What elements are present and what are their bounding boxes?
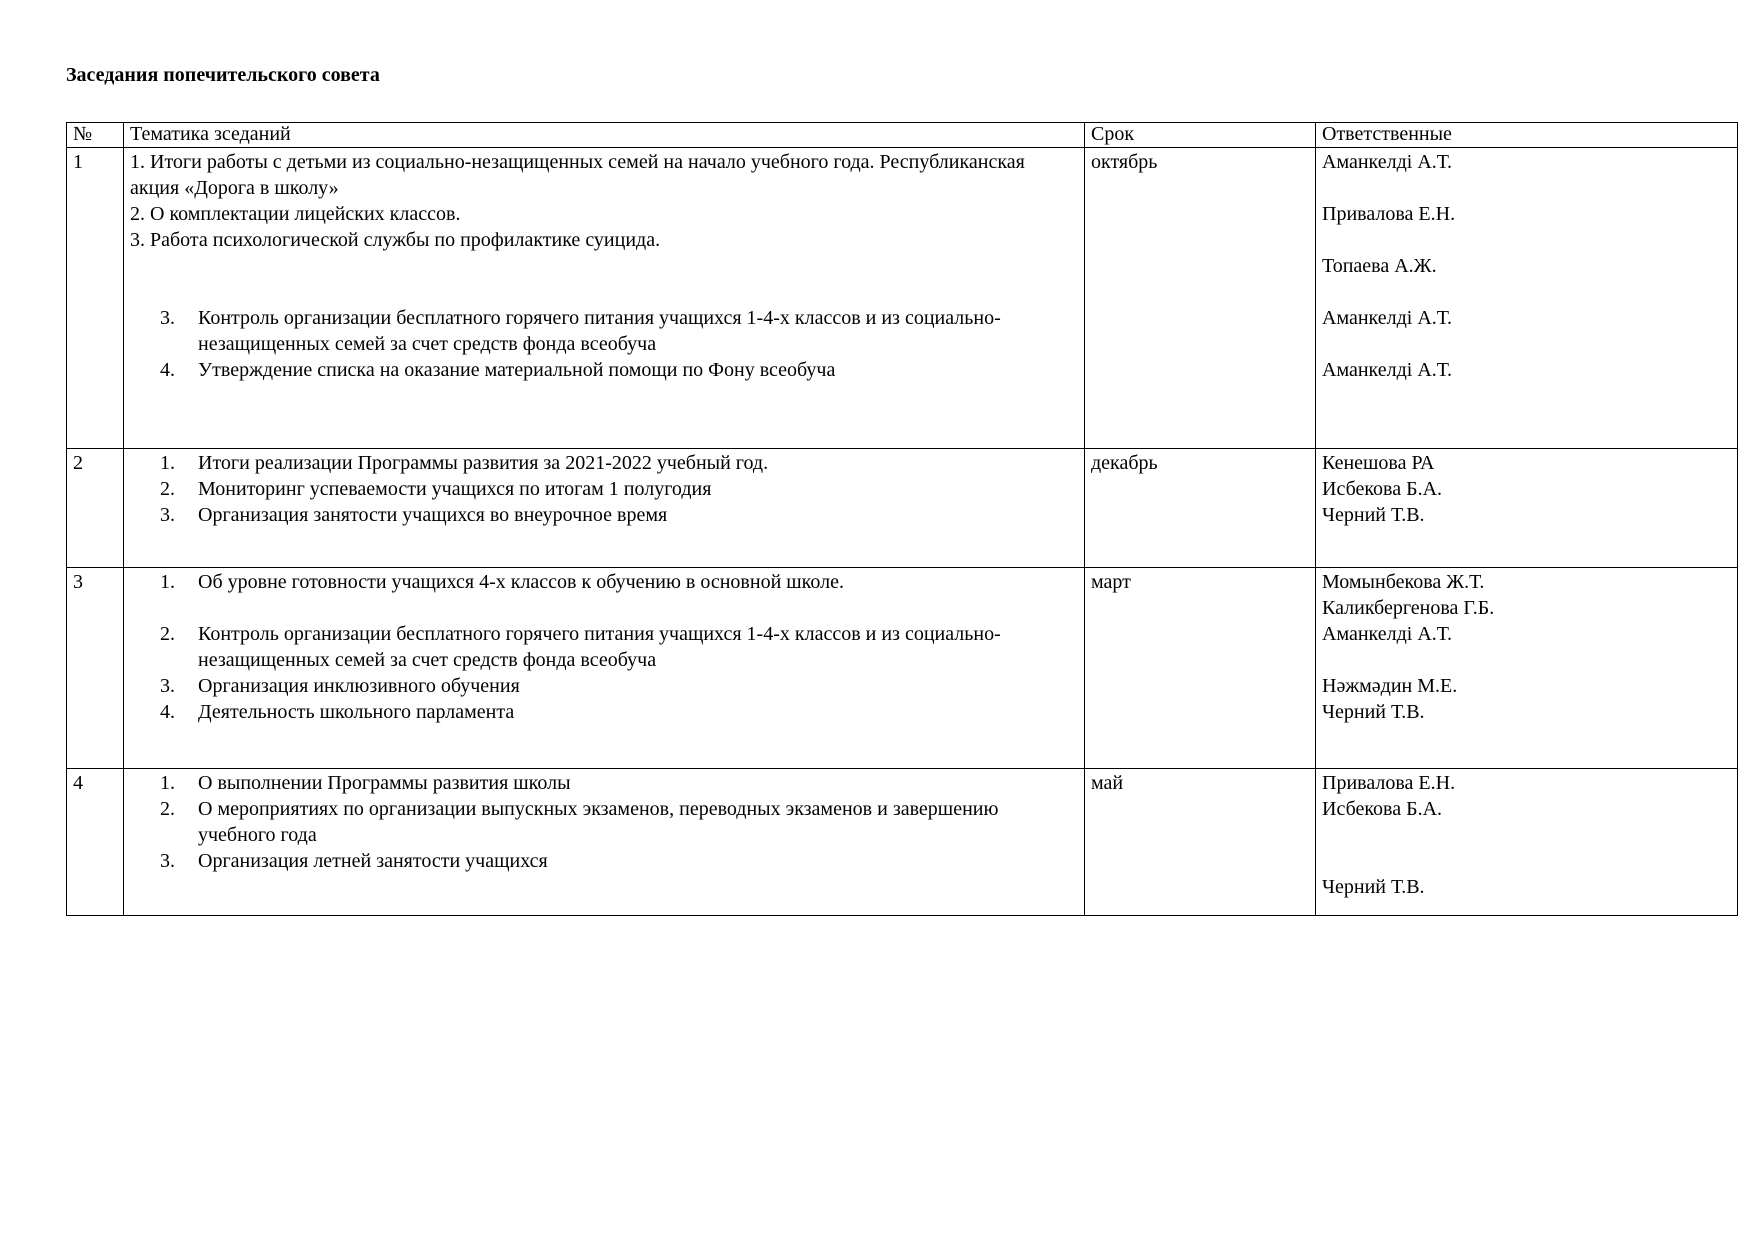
responsible-name: Привалова Е.Н. bbox=[1322, 203, 1456, 225]
list-item-text: Контроль организации бесплатного горячего питания учащихся 1-4-х классов и из социально-незащищенных семей за счет средств фонда всеобуча bbox=[198, 307, 1001, 355]
responsible-name: Топаева А.Ж. bbox=[1322, 255, 1437, 277]
col-header-term: Срок bbox=[1085, 123, 1316, 148]
list-item-number: 2. bbox=[160, 478, 175, 500]
responsible-name bbox=[1322, 227, 1731, 253]
table-row bbox=[67, 148, 1738, 449]
list-item-number: 3. bbox=[160, 504, 175, 526]
topics-cell bbox=[124, 568, 1085, 769]
responsible-name: Черний Т.В. bbox=[1322, 876, 1425, 898]
responsible-name bbox=[1322, 175, 1731, 201]
row-number-cell: 1 bbox=[67, 148, 124, 449]
list-item-text: Об уровне готовности учащихся 4-х классов к обучению в основной школе. bbox=[198, 571, 844, 593]
responsible-cell bbox=[1316, 568, 1738, 769]
list-item-text: О мероприятиях по организации выпускных экзаменов, переводных экзаменов и завершению учебного года bbox=[198, 798, 999, 846]
table-header-row bbox=[67, 123, 1738, 148]
topics-cell bbox=[124, 449, 1085, 568]
row-number-cell: 2 bbox=[67, 449, 124, 568]
responsible-name bbox=[1322, 647, 1731, 673]
topic-list-item bbox=[160, 357, 1078, 383]
responsible-name: Привалова Е.Н. bbox=[1322, 772, 1456, 794]
topic-list-item bbox=[160, 305, 1078, 357]
list-item-number: 3. bbox=[160, 850, 175, 872]
responsible-name: Нәжмәдин М.Е. bbox=[1322, 675, 1458, 697]
responsible-cell bbox=[1316, 769, 1738, 916]
term-value: октябрь bbox=[1091, 151, 1158, 173]
topic-list-item bbox=[160, 450, 1078, 476]
list-item-text: Контроль организации бесплатного горячего питания учащихся 1-4-х классов и из социально-незащищенных семей за счет средств фонда всеобуча bbox=[198, 623, 1001, 671]
responsible-name: Исбекова Б.А. bbox=[1322, 798, 1443, 820]
topics-cell bbox=[124, 148, 1085, 449]
list-item-number: 2. bbox=[160, 623, 175, 645]
page-title: Заседания попечительского совета bbox=[66, 64, 380, 86]
topic-paragraph: 3. Работа психологической службы по профилактике суицида. bbox=[130, 229, 661, 251]
responsible-name bbox=[1322, 279, 1731, 305]
responsible-name: Черний Т.В. bbox=[1322, 701, 1425, 723]
table-row bbox=[67, 568, 1738, 769]
row-number-cell: 4 bbox=[67, 769, 124, 916]
list-item-text: О выполнении Программы развития школы bbox=[198, 772, 571, 794]
list-item-text: Деятельность школьного парламента bbox=[198, 701, 515, 723]
topic-list-item bbox=[160, 673, 1078, 699]
list-item-number: 3. bbox=[160, 675, 175, 697]
topic-paragraph: 2. О комплектации лицейских классов. bbox=[130, 203, 461, 225]
topic-list-item bbox=[160, 699, 1078, 725]
responsible-name: Кенешова РА bbox=[1322, 452, 1435, 474]
responsible-name: Аманкелді А.Т. bbox=[1322, 307, 1453, 329]
list-item-number: 3. bbox=[160, 307, 175, 329]
term-value: декабрь bbox=[1091, 452, 1158, 474]
topic-list-item bbox=[160, 848, 1078, 874]
list-item-text: Утверждение списка на оказание материальной помощи по Фону всеобуча bbox=[198, 359, 836, 381]
term-cell bbox=[1085, 769, 1316, 916]
topic-list-item bbox=[160, 476, 1078, 502]
responsible-name: Каликбергенова Г.Б. bbox=[1322, 597, 1495, 619]
topic-list-item bbox=[160, 502, 1078, 528]
responsible-name: Аманкелді А.Т. bbox=[1322, 623, 1453, 645]
topic-list-item bbox=[160, 621, 1078, 673]
responsible-name: Исбекова Б.А. bbox=[1322, 478, 1443, 500]
responsible-name: Момынбекова Ж.Т. bbox=[1322, 571, 1485, 593]
term-value: май bbox=[1091, 772, 1124, 794]
topic-list-item bbox=[160, 569, 1078, 595]
term-cell bbox=[1085, 148, 1316, 449]
responsible-cell bbox=[1316, 449, 1738, 568]
blank-space bbox=[130, 595, 1078, 621]
list-item-number: 2. bbox=[160, 798, 175, 820]
term-cell bbox=[1085, 568, 1316, 769]
responsible-name: Аманкелді А.Т. bbox=[1322, 151, 1453, 173]
list-item-number: 1. bbox=[160, 772, 175, 794]
list-item-text: Итоги реализации Программы развития за 2021-2022 учебный год. bbox=[198, 452, 769, 474]
col-header-topic: Тематика зседаний bbox=[124, 123, 1085, 148]
topic-list-item bbox=[160, 796, 1078, 848]
table-row bbox=[67, 449, 1738, 568]
list-item-number: 1. bbox=[160, 571, 175, 593]
responsible-name bbox=[1322, 822, 1731, 848]
topics-cell bbox=[124, 769, 1085, 916]
term-value: март bbox=[1091, 571, 1131, 593]
col-header-num: № bbox=[67, 123, 124, 148]
responsible-cell bbox=[1316, 148, 1738, 449]
list-item-text: Организация летней занятости учащихся bbox=[198, 850, 548, 872]
responsible-name bbox=[1322, 848, 1731, 874]
topic-list-item bbox=[160, 770, 1078, 796]
meetings-table bbox=[66, 122, 1738, 916]
list-item-number: 4. bbox=[160, 701, 175, 723]
responsible-name: Черний Т.В. bbox=[1322, 504, 1425, 526]
responsible-name bbox=[1322, 331, 1731, 357]
list-item-number: 4. bbox=[160, 359, 175, 381]
topic-paragraph: 1. Итоги работы с детьми из социально-незащищенных семей на начало учебного года. Республиканская акция «Дорога в школу» bbox=[130, 151, 1025, 199]
list-item-number: 1. bbox=[160, 452, 175, 474]
blank-space bbox=[130, 253, 1078, 305]
table-row bbox=[67, 769, 1738, 916]
term-cell bbox=[1085, 449, 1316, 568]
row-number-cell: 3 bbox=[67, 568, 124, 769]
list-item-text: Организация инклюзивного обучения bbox=[198, 675, 520, 697]
col-header-responsible: Ответственные bbox=[1316, 123, 1738, 148]
responsible-name: Аманкелді А.Т. bbox=[1322, 359, 1453, 381]
list-item-text: Организация занятости учащихся во внеурочное время bbox=[198, 504, 668, 526]
list-item-text: Мониторинг успеваемости учащихся по итогам 1 полугодия bbox=[198, 478, 712, 500]
